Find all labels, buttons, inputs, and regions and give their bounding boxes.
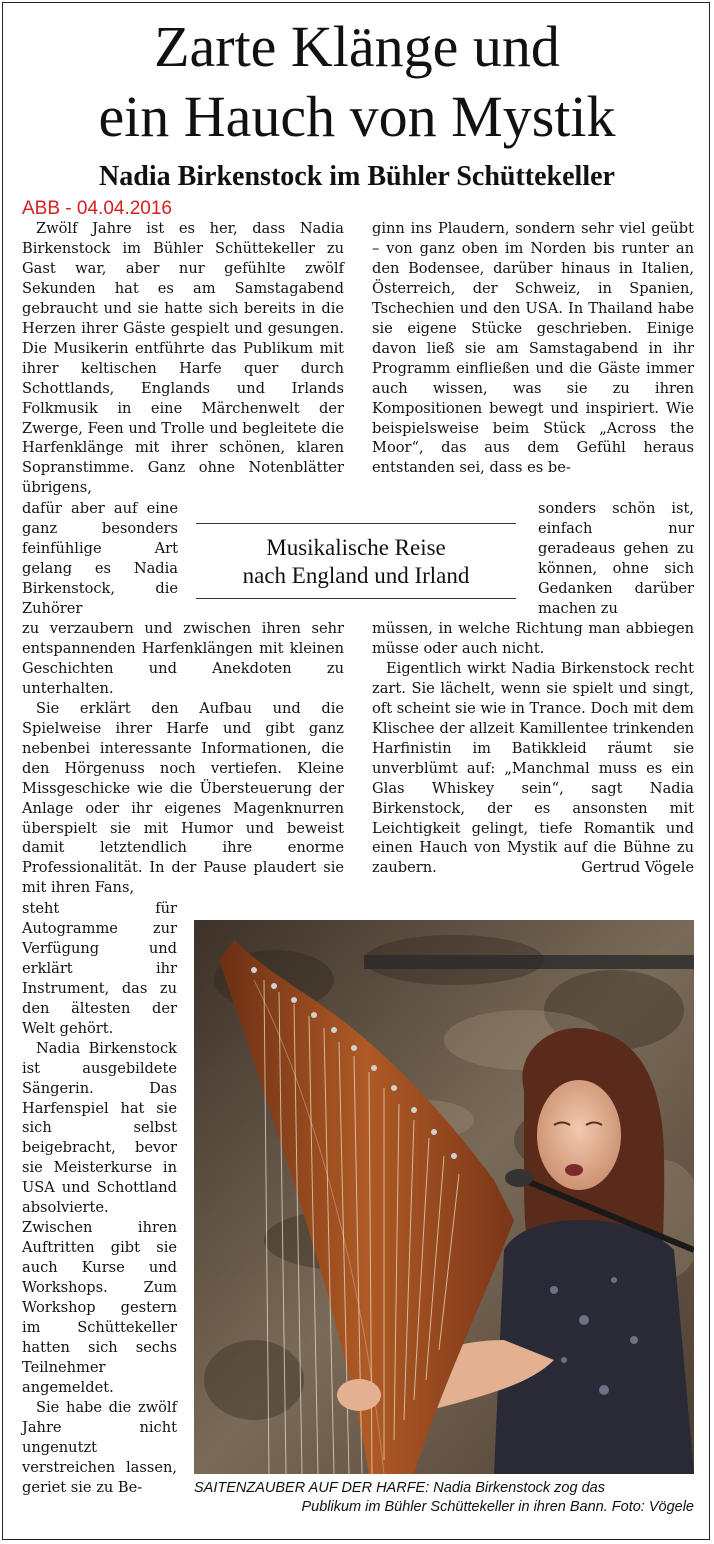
article-photo: [194, 920, 694, 1474]
article-paragraph-2: Sie erklärt den Aufbau und die Spielweise ihrer Harfe und gibt ganz nebenbei interessante Informationen, die den Hörgenuss noch vertiefen. Kleine Missgeschicke wie die Übersteuerung der Anlage oder ihr eigenes Magenknurren überspielt sie mit Humor und beweist damit letztendlich ihre enorme Professionalität. In der Pause plaudert sie mit ihren Fans,: [22, 699, 344, 897]
article-paragraph-4: ginn ins Plaudern, sondern sehr viel geübt – von ganz oben im Norden bis runter an den Bodensee, darüber hinaus in Italien, Österreich, der Schweiz, in Spanien, Tschechien und den USA. In Thailand habe sie eigene Stücke geschrieben. Einige davon ließ sie am Samstagabend in ihr Programm einfließen und die Gäste immer auch wissen, was sie zu ihren Kompositionen bewegt und inspiriert. Wie beispielsweise beim Stück „Across the Moor“, das aus dem Gefühl heraus entstanden sei, dass es be-: [372, 220, 694, 477]
article-paragraph-1-end: zu verzaubern und zwischen ihren sehr entspannenden Harfenklängen mit kleinen Geschichten und Anekdoten zu unterhalten.: [22, 620, 344, 697]
pull-quote: [196, 523, 516, 599]
author-byline: Gertrud Vögele: [581, 859, 694, 877]
article-col2-bottom: [372, 619, 694, 878]
article-paragraph-4-narrow: sonders schön ist, einfach nur geradeaus gehen zu können, ohne sich Gedanken darüber machen zu: [538, 500, 694, 617]
headline-line-2: ein Hauch von Mystik: [98, 84, 616, 149]
caption-line-1: SAITENZAUBER AUF DER HARFE: Nadia Birkenstock zog das: [194, 1480, 605, 1496]
pull-quote-line-2: nach England und Irland: [242, 563, 470, 588]
article-paragraph-4-end: müssen, in welche Richtung man abbiegen müsse oder auch nicht.: [372, 620, 694, 657]
article-paragraph-5-text: Eigentlich wirkt Nadia Birkenstock recht zart. Sie lächelt, wenn sie spielt und singt, oft scheint sie wie in Trance. Doch mit dem Klischee der allzeit Kamillentee trinkenden Harfinistin im Batikkleid räumt sie unverblümt auf: „Manchmal muss es ein Glas Whiskey sein“, sagt Nadia Birkenstock, der es ansonsten mit Leichtigkeit gelingt, tiefe Romantik und einen Hauch von Mystik auf die Bühne zu zaubern.: [372, 659, 694, 877]
article-paragraph-2-end: steht für Autogramme zur Verfügung und erklärt ihr Instrument, das zu den ältesten der Welt gehört.: [22, 900, 177, 1037]
article-paragraph-4-start: Sie habe die zwölf Jahre nicht ungenutzt verstreichen lassen, geriet sie zu Be-: [22, 1398, 177, 1496]
subheadline: Nadia Birkenstock im Bühler Schüttekeller: [99, 161, 615, 192]
article-paragraph-1-narrow: dafür aber auf eine ganz besonders feinfühlige Art gelang es Nadia Birkenstock, die Zuhörer: [22, 500, 178, 617]
article-col1-top: [22, 219, 344, 498]
pull-quote-line-1: Musikalische Reise: [266, 535, 446, 560]
caption-line-2: Publikum im Bühler Schüttekeller in ihren Bann. Foto: Vögele: [301, 1499, 694, 1515]
article-col1-bottom: [22, 899, 177, 1498]
article-col1-middle: [22, 619, 344, 898]
date-stamp: ABB - 04.04.2016: [22, 198, 172, 219]
article-col2-top: [372, 219, 694, 478]
photo-caption: [194, 1479, 694, 1517]
harpist-photo-illustration: [194, 920, 694, 1474]
article-paragraph-1: Zwölf Jahre ist es her, dass Nadia Birkenstock im Bühler Schüttekeller zu Gast war, aber nur gefühlte zwölf Sekunden hat es am Samstagabend gebraucht und sie hatte sich bereits in die Herzen ihrer Gäste gespielt und gesungen. Die Musikerin entführte das Publikum mit ihrer keltischen Harfe quer durch Schottlands, Englands und Irlands Folkmusik in eine Märchenwelt der Zwerge, Feen und Trolle und begleitete die Harfenklänge mit ihrer schönen, klaren Sopranstimme. Ganz ohne Notenblätter übrigens,: [22, 220, 344, 497]
article-col2-narrow: [538, 499, 694, 619]
headline-line-1: Zarte Klänge und: [154, 14, 560, 79]
article-col1-narrow: [22, 499, 178, 619]
article-paragraph-3: Nadia Birkenstock ist ausgebildete Sängerin. Das Harfenspiel hat sie sich selbst beigebracht, bevor sie Meisterkurse in USA und Schottland absolvierte. Zwischen ihren Auftritten gibt sie auch Kurse und Workshops. Zum Workshop gestern im Schüttekeller hatten sich sechs Teilnehmer angemeldet.: [22, 1039, 177, 1396]
article-paragraph-5: [372, 659, 694, 878]
